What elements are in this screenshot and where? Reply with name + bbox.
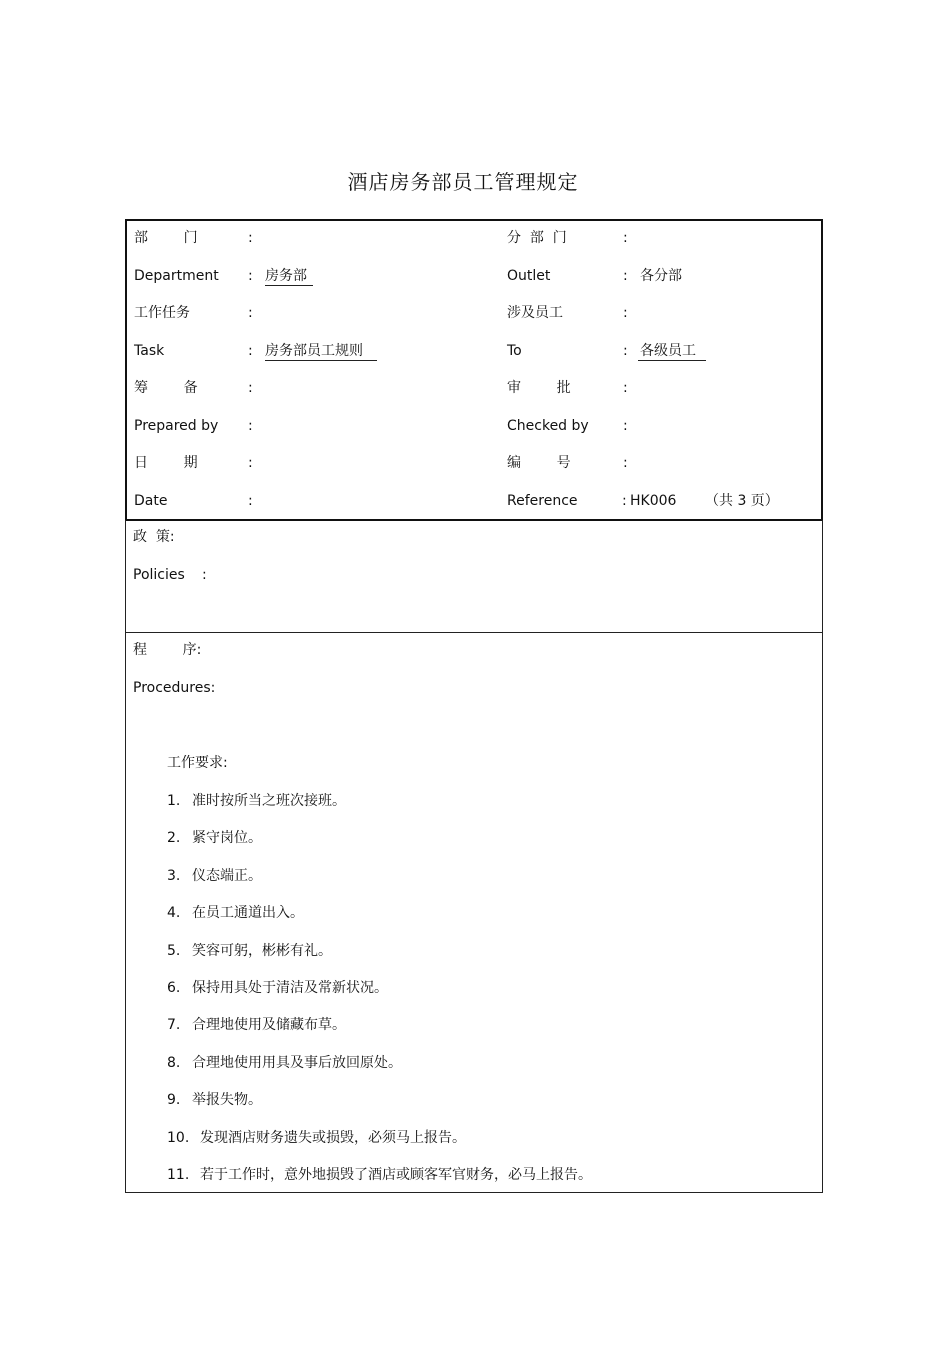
header-table <box>125 219 823 521</box>
department-en-label: Department <box>134 268 219 284</box>
checked-en-label: Checked by <box>507 418 589 434</box>
department-cn-colon: : <box>248 230 253 246</box>
list-item-number: 1. <box>167 793 181 809</box>
task-en-label: Task <box>134 343 165 359</box>
outlet-cn-label: 分 部 门 <box>507 230 567 246</box>
to-en-label: To <box>507 343 522 359</box>
task-cn-label: 工作任务 <box>134 305 190 321</box>
reference-en-colon: : <box>622 493 627 509</box>
reference-cn-colon: : <box>623 455 628 471</box>
checked-cn-label: 审 批 <box>507 380 571 396</box>
policies-colon: : <box>202 567 207 583</box>
page-count: （共 3 页） <box>705 493 779 509</box>
list-item-number: 6. <box>167 980 181 996</box>
list-item-number: 11. <box>167 1167 190 1183</box>
list-item-number: 8. <box>167 1055 181 1071</box>
date-en-colon: : <box>248 493 253 509</box>
list-item: 在员工通道出入。 <box>192 905 304 921</box>
prepared-en-label: Prepared by <box>134 418 219 434</box>
prepared-cn-colon: : <box>248 380 253 396</box>
list-item-number: 2. <box>167 830 181 846</box>
list-item-number: 7. <box>167 1017 181 1033</box>
list-item: 保持用具处于清洁及常新状况。 <box>192 980 388 996</box>
to-cn-colon: : <box>623 305 628 321</box>
reference-en-label: Reference <box>507 493 578 509</box>
list-item-number: 9. <box>167 1092 181 1108</box>
department-value: 房务部 <box>265 267 313 286</box>
work-requirements-heading: 工作要求: <box>167 755 228 771</box>
prepared-en-colon: : <box>248 418 253 434</box>
policies-section <box>125 520 823 633</box>
procedures-en-label: Procedures: <box>133 680 216 696</box>
document-title: 酒店房务部员工管理规定 <box>347 170 579 194</box>
list-item-number: 4. <box>167 905 181 921</box>
reference-value: HK006 <box>630 493 677 509</box>
list-item-number: 5. <box>167 943 181 959</box>
reference-cn-label: 编 号 <box>507 455 571 471</box>
task-cn-colon: : <box>248 305 253 321</box>
checked-en-colon: : <box>623 418 628 434</box>
task-value: 房务部员工规则 <box>265 342 377 361</box>
to-en-colon: : <box>623 343 628 359</box>
policies-en-label: Policies <box>133 567 185 583</box>
list-item-number: 10. <box>167 1130 190 1146</box>
date-en-label: Date <box>134 493 168 509</box>
outlet-value: 各分部 <box>640 268 682 284</box>
department-cn-label: 部 门 <box>134 230 198 246</box>
outlet-en-label: Outlet <box>507 268 551 284</box>
list-item-number: 3. <box>167 868 181 884</box>
list-item: 准时按所当之班次接班。 <box>192 793 346 809</box>
date-cn-colon: : <box>248 455 253 471</box>
policies-cn-label: 政 策: <box>133 529 175 545</box>
to-cn-label: 涉及员工 <box>507 305 563 321</box>
procedures-cn-label: 程 序: <box>133 642 202 658</box>
prepared-cn-label: 筹 备 <box>134 380 198 396</box>
list-item: 紧守岗位。 <box>192 830 262 846</box>
outlet-cn-colon: : <box>623 230 628 246</box>
list-item: 举报失物。 <box>192 1092 262 1108</box>
outlet-en-colon: : <box>623 268 628 284</box>
list-item: 仪态端正。 <box>192 868 262 884</box>
checked-cn-colon: : <box>623 380 628 396</box>
list-item: 合理地使用用具及事后放回原处。 <box>192 1055 402 1071</box>
list-item: 笑容可躬，彬彬有礼。 <box>192 943 332 959</box>
procedures-section <box>125 632 823 1193</box>
department-en-colon: : <box>248 268 253 284</box>
list-item: 合理地使用及储藏布草。 <box>192 1017 346 1033</box>
list-item: 若于工作时，意外地损毁了酒店或顾客军官财务，必马上报告。 <box>200 1167 592 1183</box>
task-en-colon: : <box>248 343 253 359</box>
to-value: 各级员工 <box>638 342 706 361</box>
list-item: 发现酒店财务遗失或损毁，必须马上报告。 <box>200 1130 466 1146</box>
date-cn-label: 日 期 <box>134 455 198 471</box>
